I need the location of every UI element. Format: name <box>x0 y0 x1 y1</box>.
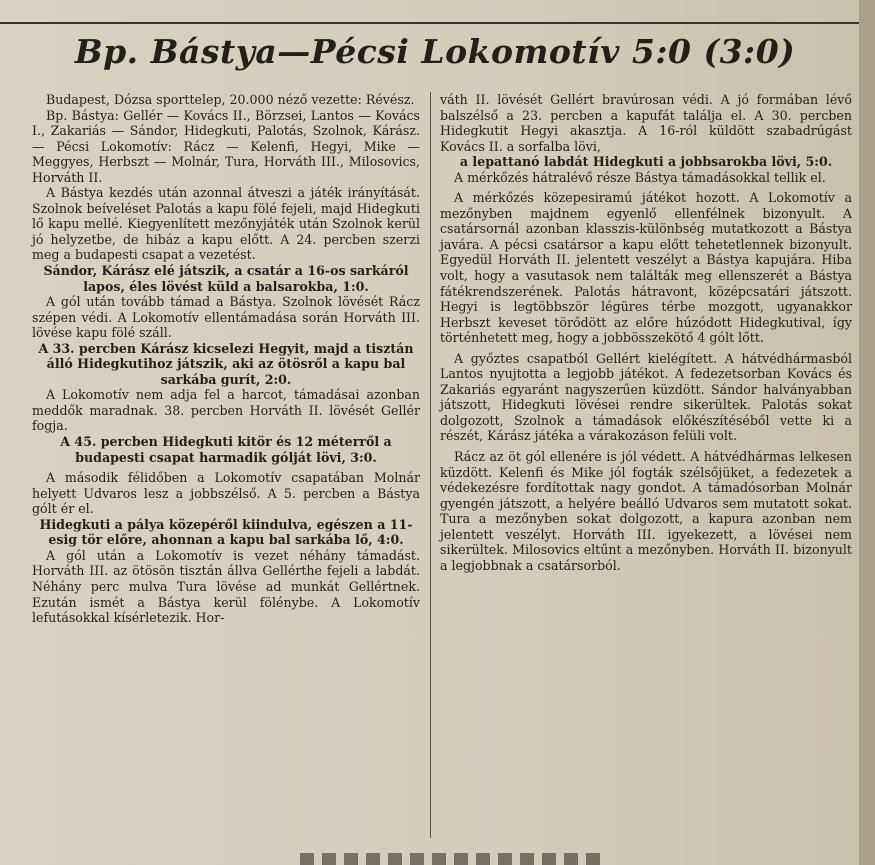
page-edge <box>859 0 875 865</box>
paragraph: A mérkőzés hátralévő része Bástya támadásokkal tellik el. <box>454 169 826 185</box>
paragraph: Budapest, Dózsa sporttelep, 20.000 néző vezette: Révész. <box>46 92 415 107</box>
goal-highlight: Hidegkuti a pálya közepéről kiindulva, egészen a 11-esig tör előre, ahonnan a kapu bal sarkába lő, 4:0. <box>39 516 413 548</box>
paragraph: A második félidőben a Lokomotív csapatában Molnár helyett Udvaros lesz a jobbszélső. A 5. percben a Bástya gólt ér el. <box>32 470 420 517</box>
goal-highlight: A 33. percben Kárász kicselezi Hegyit, majd a tisztán álló Hidegkutihoz játszik, aki az ötösről a kapu bal sarkába gurít, 2:0. <box>38 340 414 387</box>
paragraph: A mérkőzés közepesiramú játékot hozott. A Lokomotív a mezőnyben majdnem egyenlő ellenfélnek bizonyult. A csatársornál azonban klasszis-különbség mutatkozott a Bástya javára. A pécsi csatársor a kapu előtt tehetetlennek bizonyult. Egyedül Horváth II. jelentett veszélyt a Bástya kapujára. Hiba volt, hogy a vasutasok nem találták meg ellenszerét a Bástya fátékrendszerének. Palotás hátravont, középcsatári játszott. Hegyi is legtöbbször légüres térbe mozgott, ugyanakkor Herbszt keveset törődött az előre húzódott Hidegkutival, így történhetett meg, hogy a jobbösszekötő 4 gólt lőtt. <box>440 190 852 346</box>
paragraph: A Lokomotív nem adja fel a harcot, támadásai azonban meddők maradnak. 38. percben Horváth II. lövését Gellér fogja. <box>32 387 420 434</box>
next-headline-fragment <box>300 853 600 865</box>
left-column <box>32 92 420 626</box>
paragraph: Bp. Bástya: Gellér — Kovács II., Börzsei, Lantos — Kovács I., Zakariás — Sándor, Hidegkuti, Palotás, Szolnok, Kárász. — Pécsi Lokomotív: Rácz — Kelenfi, Hegyi, Mike — Meggyes, Herbszt — Molnár, Tura, Horváth III., Milosovics, Horváth II. <box>32 107 420 185</box>
goal-highlight: Sándor, Kárász elé játszik, a csatár a 16-os sarkáról lapos, éles lövést küld a balsarokba, 1:0. <box>43 263 409 294</box>
column-divider <box>430 92 431 838</box>
paragraph: A gól után tovább támad a Bástya. Szolnok lövését Rácz szépen védi. A Lokomotív ellentámadása során Horváth III. lövése kapu fölé száll. <box>32 294 420 341</box>
paragraph: A gól után a Lokomotív is vezet néhány támadást. Horváth III. az ötösön tisztán állva Gellérthe fejeli a labdát. Néhány perc mulva Tura lövése ad munkát Gellértnek. Ezután ismét a Bástya kerül fölénybe. A Lokomotív lefutásokkal kísérletezik. Hor- <box>32 547 420 626</box>
right-column <box>440 92 852 573</box>
paragraph: A Bástya kezdés után azonnal átveszi a játék irányítását. Szolnok beíveléset Palotás a kapu fölé fejeli, majd Hidegkuti lő kapu mellé. Kiegyenlített mezőnyjáték után Szolnok kerül jó helyzetbe, de hibáz a kapu előtt. A 24. percben szerzi meg a budapesti csapat a vezetést. <box>32 185 420 263</box>
goal-highlight: a lepattanó labdát Hidegkuti a jobbsarokba lövi, 5:0. <box>459 154 833 170</box>
top-rule <box>0 22 860 24</box>
article-headline: Bp. Bástya—Pécsi Lokomotív 5:0 (3:0) <box>74 32 796 71</box>
paragraph: Rácz az öt gól ellenére is jól védett. A hátvédhármas lelkesen küzdött. Kelenfi és Mike jól fogták szélsőjüket, a fedezetek a védekezésre fordítottak nagy gondot. A támadósorban Molnár gyengén játszott, a helyére beálló Udvaros sem mutatott sokat. Tura a mezőnyben sokat dolgozott, a kapura azonban nem jelentett veszélyt. Horváth III. igyekezett, a lövései nem sikerültek. Milosovics eltűnt a mezőnyben. Horváth II. bizonyult a legjobbnak a csatársorból. <box>440 449 852 573</box>
paragraph: A győztes csapatból Gellért kielégített. A hátvédhármasból Lantos nyujtotta a legjobb játékot. A fedezetsorban Kovács és Zakariás egyaránt nagyszerűen küzdött. Sándor halványabban játszott, Hidegkuti lövései rendre sikerültek. Palotás sokat dolgozott, Szolnok a támadások előkészítéséből vette ki a részét, Kárász játéka a várakozáson felüli volt. <box>440 350 852 444</box>
goal-highlight: A 45. percben Hidegkuti kitör és 12 méterről a budapesti csapat harmadik gólját lövi, 3:0. <box>60 434 392 465</box>
paragraph: váth II. lövését Gellért bravúrosan védi. A jó formában lévő balszélső a 23. percben a kapufát találja el. A 30. percben Hidegkutit Hegyi akasztja. A 16-ról küldött szabadrúgást Kovács II. a sorfalba lövi, <box>440 92 852 154</box>
